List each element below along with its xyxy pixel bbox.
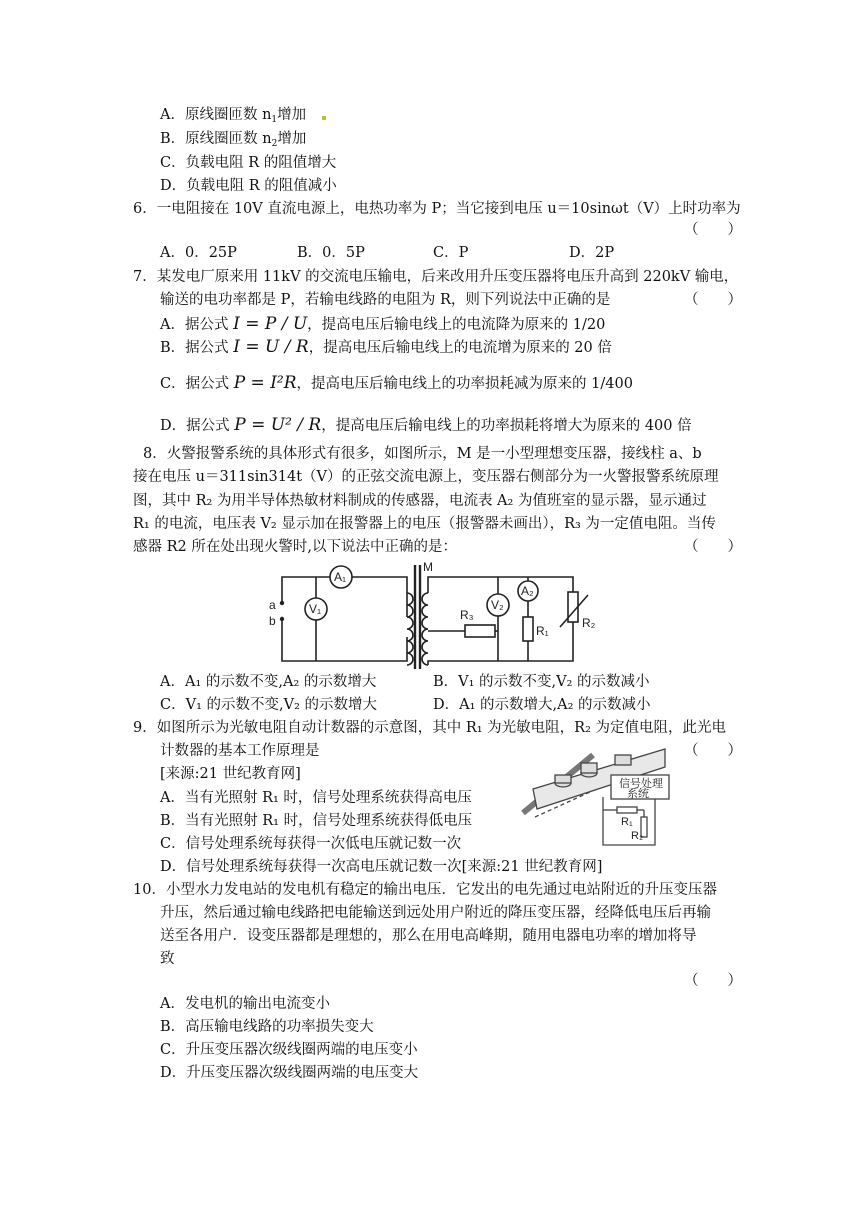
q7-option-d-text: ，提高电压后输电线上的功率损耗将增大为原来的 400 倍 <box>321 418 692 434</box>
q9-option-d: D．信号处理系统每获得一次高电压就记数一次[来源:21 世纪教育网] <box>160 859 603 875</box>
q10-option-d: D．升压变压器次级线圈两端的电压变大 <box>160 1065 419 1081</box>
q10-answer-paren: （ ） <box>684 973 742 989</box>
q7-option-a-label: A．据公式 <box>160 317 229 333</box>
q6-option-c: C．P <box>433 245 469 261</box>
q6-option-d: D．2P <box>569 245 615 261</box>
q8-left-wire-bottom <box>282 619 407 661</box>
q9-counter-figure <box>515 727 675 853</box>
q9-box-label-2: 系统 <box>627 788 649 800</box>
q9-label-r1: R₁ <box>621 816 633 828</box>
q7-option-b-text: ，提高电压后输电线上的电流增为原来的 20 倍 <box>308 340 612 356</box>
q5-option-d: D．负载电阻 R 的阻值减小 <box>160 178 337 194</box>
q8-label-v2: V₂ <box>491 598 504 612</box>
q7-stem-line2: 输送的电功率都是 P，若输电线路的电阻为 R，则下列说法中正确的是 <box>160 292 611 308</box>
q8-label-a: a <box>269 598 276 612</box>
q7-option-b <box>160 338 612 357</box>
q7-option-c-text: ，提高电压后输电线上的功率损耗减为原来的 1/400 <box>296 376 633 392</box>
q9-option-a: A．当有光照射 R₁ 时，信号处理系统获得高电压 <box>160 790 472 806</box>
q9-stem-line2: 计数器的基本工作原理是 <box>160 743 320 759</box>
q10-option-c: C．升压变压器次级线圈两端的电压变小 <box>160 1042 418 1058</box>
q6-stem: 6．一电阻接在 10V 直流电源上，电热功率为 P；当它接到电压 u＝10sinωt（V）上时功率为 <box>133 201 741 217</box>
q7-option-b-formula: I = U / R <box>233 337 309 357</box>
q5-option-c: C．负载电阻 R 的阻值增大 <box>160 155 337 171</box>
q6-answer-paren: （ ） <box>684 222 742 238</box>
q9-stem-line1: 9．如图所示为光敏电阻自动计数器的示意图，其中 R₁ 为光敏电阻，R₂ 为定值电阻，此光电 <box>133 720 727 736</box>
q8-terminal-a <box>280 601 284 605</box>
q10-stem-line4: 致 <box>160 951 175 967</box>
q8-stem-line5: 感器 R2 所在处出现火警时,以下说法中正确的是： <box>133 539 457 555</box>
q7-option-a-formula: I = P / U <box>233 314 308 334</box>
q10-stem-line3: 送至各用户．设变压器都是理想的，那么在用电高峰期，随用电器电功率的增加将导 <box>160 928 697 944</box>
q8-label-a2: A₂ <box>521 584 534 598</box>
q8-label-r1: R₁ <box>536 624 549 638</box>
q8-stem-line3: 图，其中 R₂ 为用半导体热敏材料制成的传感器，电流表 A₂ 为值班室的显示器，显示通过 <box>133 493 707 509</box>
q7-option-a <box>160 315 605 334</box>
q5-option-b <box>160 130 306 153</box>
q5-option-a-text: A．原线圈匝数 n <box>160 107 272 123</box>
q9-option-b: B．当有光照射 R₁ 时，信号处理系统获得低电压 <box>160 813 473 829</box>
q8-stem-line1: 8．火警报警系统的具体形式有很多，如图所示，M 是一小型理想变压器，接线柱 a、b <box>143 446 702 462</box>
q8-label-a1: A₁ <box>334 570 347 584</box>
q8-stem-line2: 接在电压 u＝311sin314t（V）的正弦交流电源上，变压器右侧部分为一火警报警系统原理 <box>133 469 719 485</box>
q8-label-b: b <box>269 614 276 628</box>
q8-label-v1: V₁ <box>309 602 322 616</box>
q8-r1-resistor <box>523 617 533 641</box>
q9-r1-resistor <box>617 807 637 813</box>
q7-option-c <box>160 374 633 393</box>
q8-option-b: B．V₁ 的示数不变,V₂ 的示数减小 <box>433 674 650 690</box>
q7-option-c-label: C．据公式 <box>160 376 230 392</box>
q8-stem-line4: R₁ 的电流，电压表 V₂ 显示加在报警器上的电压（报警器未画出），R₃ 为一定值电阻。当传 <box>133 516 716 532</box>
q7-option-d-formula: P = U² / R <box>234 415 322 435</box>
q8-circuit-figure <box>260 557 600 671</box>
q8-label-r3: R₃ <box>460 608 474 622</box>
q7-option-a-text: ，提高电压后输电线上的电流降为原来的 1/20 <box>307 317 606 333</box>
q10-option-b: B．高压输电线路的功率损失变大 <box>160 1019 374 1035</box>
q8-answer-paren: （ ） <box>684 539 742 555</box>
q5-option-a <box>160 106 306 129</box>
q9-box-label-1: 信号处理 <box>619 778 663 790</box>
q7-option-b-label: B．据公式 <box>160 340 229 356</box>
q9-answer-paren: （ ） <box>684 743 742 759</box>
q8-r3-resistor <box>465 625 495 637</box>
q9-label-r2: R₂ <box>631 830 644 842</box>
q7-option-d <box>160 416 692 435</box>
q5-option-b-tail: 增加 <box>277 131 307 147</box>
q7-option-c-formula: P = I²R <box>233 373 297 393</box>
q5-option-b-sub: 2 <box>271 139 278 149</box>
q9-source-note: [来源:21 世纪教育网] <box>160 766 301 782</box>
q8-option-c: C．V₁ 的示数不变,V₂ 的示数增大 <box>160 697 377 713</box>
q5-option-a-sub: 1 <box>271 115 278 125</box>
q8-right-wire <box>428 577 573 665</box>
q8-option-d: D．A₁ 的示数增大,A₂ 的示数减小 <box>433 697 651 713</box>
q8-label-m: M <box>423 560 433 574</box>
stray-mark <box>322 116 326 120</box>
q7-option-d-label: D．据公式 <box>160 418 230 434</box>
q8-option-a: A．A₁ 的示数不变,A₂ 的示数增大 <box>160 674 377 690</box>
q10-stem-line2: 升压，然后通过输电线路把电能输送到远处用户附近的降压变压器，经降低电压后再输 <box>160 905 711 921</box>
q9-option-c: C．信号处理系统每获得一次低电压就记数一次 <box>160 836 462 852</box>
q8-primary-coil <box>407 593 413 665</box>
q9-object-3 <box>615 755 631 765</box>
q10-option-a: A．发电机的输出电流变小 <box>160 996 330 1012</box>
q5-option-b-text: B．原线圈匝数 n <box>160 131 272 147</box>
q6-option-a: A．0．25P <box>160 245 237 261</box>
q8-secondary-coil <box>422 593 428 665</box>
q8-terminal-b <box>280 617 284 621</box>
q7-answer-paren: （ ） <box>684 292 742 308</box>
q7-stem-line1: 7．某发电厂原来用 11kV 的交流电压输电，后来改用升压变压器将电压升高到 220kV 输电， <box>133 269 739 285</box>
q8-label-r2: R₂ <box>582 616 596 630</box>
q10-stem-line1: 10．小型水力发电站的发电机有稳定的输出电压．它发出的电先通过电站附近的升压变压器 <box>133 882 717 898</box>
q5-option-a-tail: 增加 <box>277 107 307 123</box>
q6-option-b: B．0．5P <box>297 245 365 261</box>
